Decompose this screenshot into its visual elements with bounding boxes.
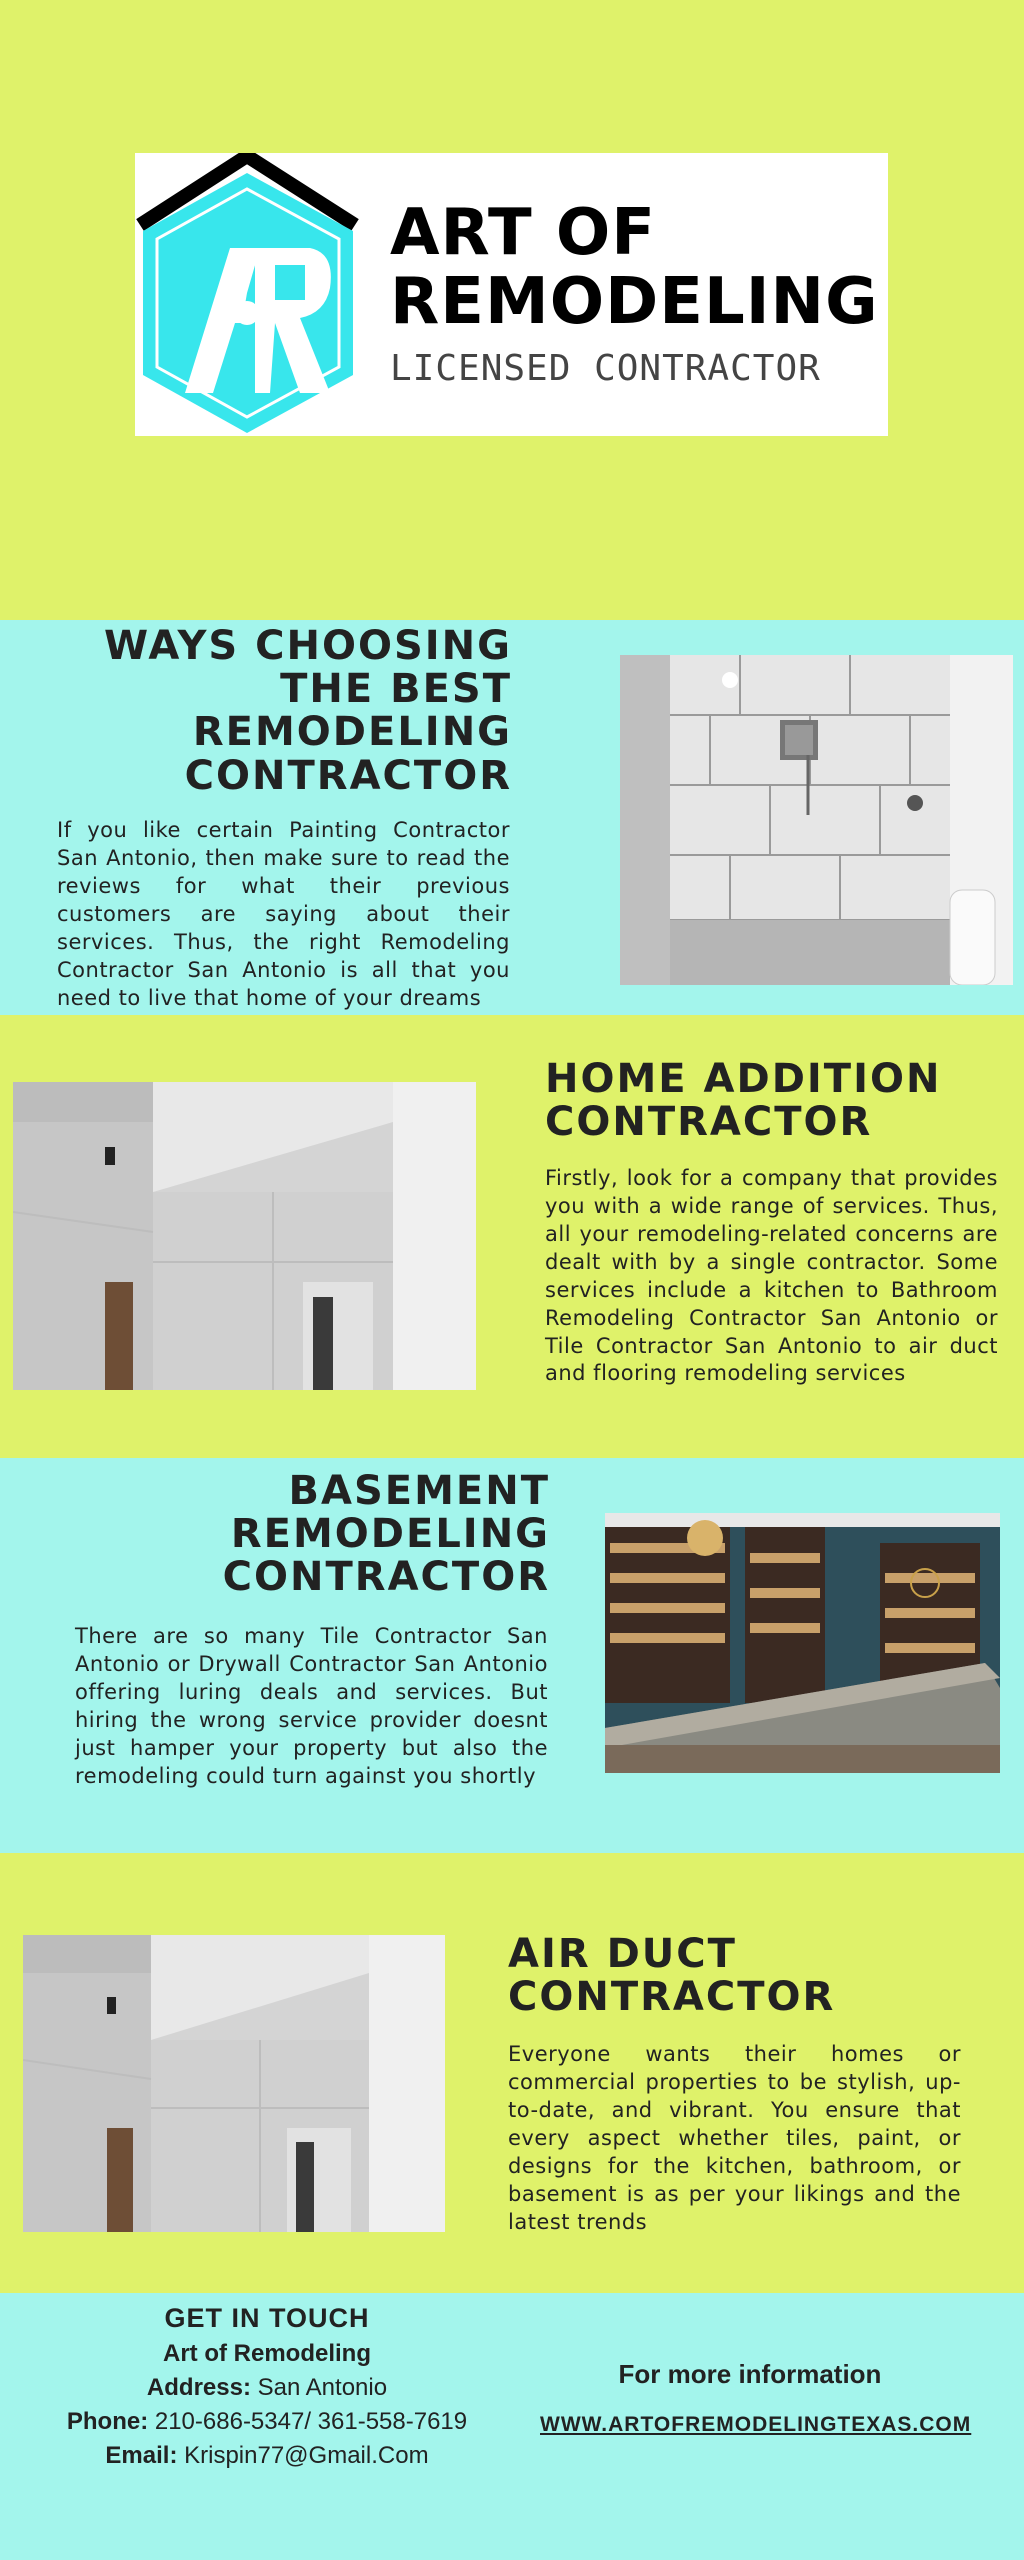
section-basement [0,1458,1024,1853]
more-info-label: For more information [618,2359,882,2389]
section-title: HOME ADDITION CONTRACTOR [545,1056,942,1146]
logo-tagline: LICENSED CONTRACTOR [390,348,821,389]
logo-line-remodeling: REMODELING [390,265,879,339]
attic-drywall-photo [13,1082,476,1390]
section-title: AIR DUCT CONTRACTOR [508,1931,836,2021]
contact-block [10,2303,524,2470]
section-body: Everyone wants their homes or commercial properties to be stylish, up-to-date, and vibrant. You ensure that every aspect whether tiles, paint, or designs for the kitchen, bathroom, or basement is as per your likings and the latest trends [508,2042,961,2234]
section-home-addition [0,1015,1024,1458]
company-name: Art of Remodeling [163,2340,371,2367]
section-body: Firstly, look for a company that provides you with a wide range of services. Thus, all your remodeling-related concerns are dealt with by a single contractor. Some services include a kitchen to Bathroom Remodeling Contractor San Antonio or Tile Contractor San Antonio to air duct and flooring remodeling services [545,1166,998,1386]
attic-drywall-photo-2 [23,1935,445,2232]
logo-line-art-of: ART OF [390,196,656,270]
section-body: If you like certain Painting Contractor San Antonio, then make sure to read the reviews for what their previous customers are saying about their services. Thus, the right Remodeling Contractor San Antonio is all that you need to live that home of your dreams [57,818,510,1010]
header-band [0,0,1024,620]
section-title: BASEMENT REMODELING CONTRACTOR [222,1468,550,1601]
website-link[interactable]: WWW.ARTOFREMODELINGTEXAS.COM [540,2413,972,2436]
contact-heading: GET IN TOUCH [164,2303,370,2333]
section-title: WAYS CHOOSING THE BEST REMODELING CONTRACTOR [104,623,512,799]
email-line[interactable]: Email: Krispin77@Gmail.Com [105,2442,429,2469]
section-air-duct [0,1853,1024,2293]
section-body: There are so many Tile Contractor San Antonio or Drywall Contractor San Antonio offering luring deals and services. But hiring the wrong service provider doesnt just hamper your property but also the remodeling could turn against you shortly [75,1624,548,1788]
basement-bar-photo [605,1513,1000,1773]
address-line: Address: San Antonio [146,2374,388,2401]
contact-footer [0,2293,1024,2560]
phone-line: Phone: 210-686-5347/ 361-558-7619 [66,2408,468,2435]
company-logo [135,153,888,436]
shower-photo [620,655,1013,985]
section-ways-choosing [0,620,1024,1015]
